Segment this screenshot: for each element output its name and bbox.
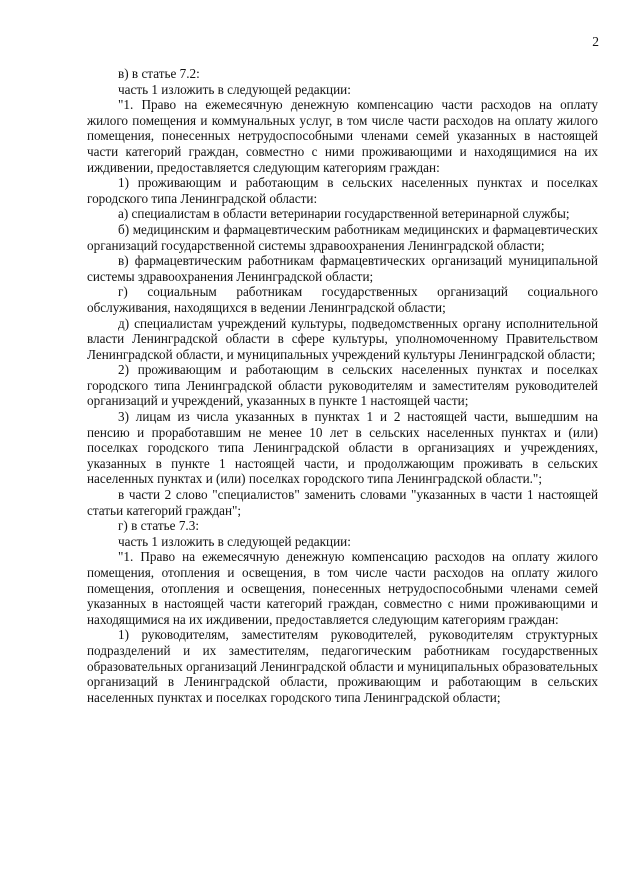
paragraph: 3) лицам из числа указанных в пунктах 1 и 2 настоящей части, вышедшим на пенсию и проработавшим не менее 10 лет в сельских населенных пунктах и (или) поселках городского типа Ленинградской области в организациях и учреждениях, указанных в пункте 1 настоящей части, и продолжающим проживать в сельских населенных пунктах и (или) поселках городского типа Ленинградской области."; (87, 409, 598, 487)
paragraph: в части 2 слово "специалистов" заменить словами "указанных в части 1 настоящей статьи категорий граждан"; (87, 487, 598, 518)
paragraph: а) специалистам в области ветеринарии государственной ветеринарной службы; (118, 206, 570, 222)
paragraph: д) специалистам учреждений культуры, подведомственных органу исполнительной власти Ленинградской области в сфере культуры, уполномоченному Правительством Ленинградской области, и муниципальных учреждений культуры Ленинградской области; (87, 315, 598, 362)
paragraph: 1) проживающим и работающим в сельских населенных пунктах и поселках городского типа Ленинградской области: (87, 175, 598, 206)
document-body (87, 66, 598, 705)
paragraph: часть 1 изложить в следующей редакции: (118, 81, 351, 97)
paragraph: часть 1 изложить в следующей редакции: (118, 533, 351, 549)
paragraph: 1) руководителям, заместителям руководителей, руководителям структурных подразделений и их заместителям, педагогическим работникам государственных образовательных организаций Ленинградской области и муниципальных образовательных организаций в Ленинградской области, проживающим и работающим в сельских населенных пунктах и поселках городского типа Ленинградской области; (87, 627, 598, 705)
paragraph: б) медицинским и фармацевтическим работникам медицинских и фармацевтических организаций государственной системы здравоохранения Ленинградской области; (87, 221, 598, 253)
paragraph: в) фармацевтическим работникам фармацевтических организаций муниципальной системы здравоохранения Ленинградской области; (87, 253, 598, 284)
paragraph: 2) проживающим и работающим в сельских населенных пунктах и поселках городского типа Ленинградской области руководителям и заместителям руководителей организаций и учреждений, указанных в пункте 1 настоящей части; (87, 362, 598, 409)
paragraph: г) в статье 7.3: (118, 518, 199, 534)
paragraph: г) социальным работникам государственных организаций социального обслуживания, находящихся в ведении Ленинградской области; (87, 284, 598, 315)
page-number: 2 (592, 34, 599, 49)
paragraph: "1. Право на ежемесячную денежную компенсацию части расходов на оплату жилого помещения и коммунальных услуг, в том числе части расходов на оплату жилого помещения, понесенных нетрудоспособными членами семей указанных в настоящей части категорий граждан, совместно с ними проживающими и находящимися на их иждивении, предоставляется следующим категориям граждан: (87, 97, 598, 175)
paragraph: "1. Право на ежемесячную денежную компенсацию расходов на оплату жилого помещения, отопления и освещения, в том числе части расходов на оплату жилого помещения, отопления и освещения, понесенных нетрудоспособными членами семей указанных в настоящей части категорий граждан, совместно с ними проживающими и находящимися на их иждивении, предоставляется следующим категориям граждан: (87, 549, 598, 627)
paragraph: в) в статье 7.2: (118, 66, 200, 81)
